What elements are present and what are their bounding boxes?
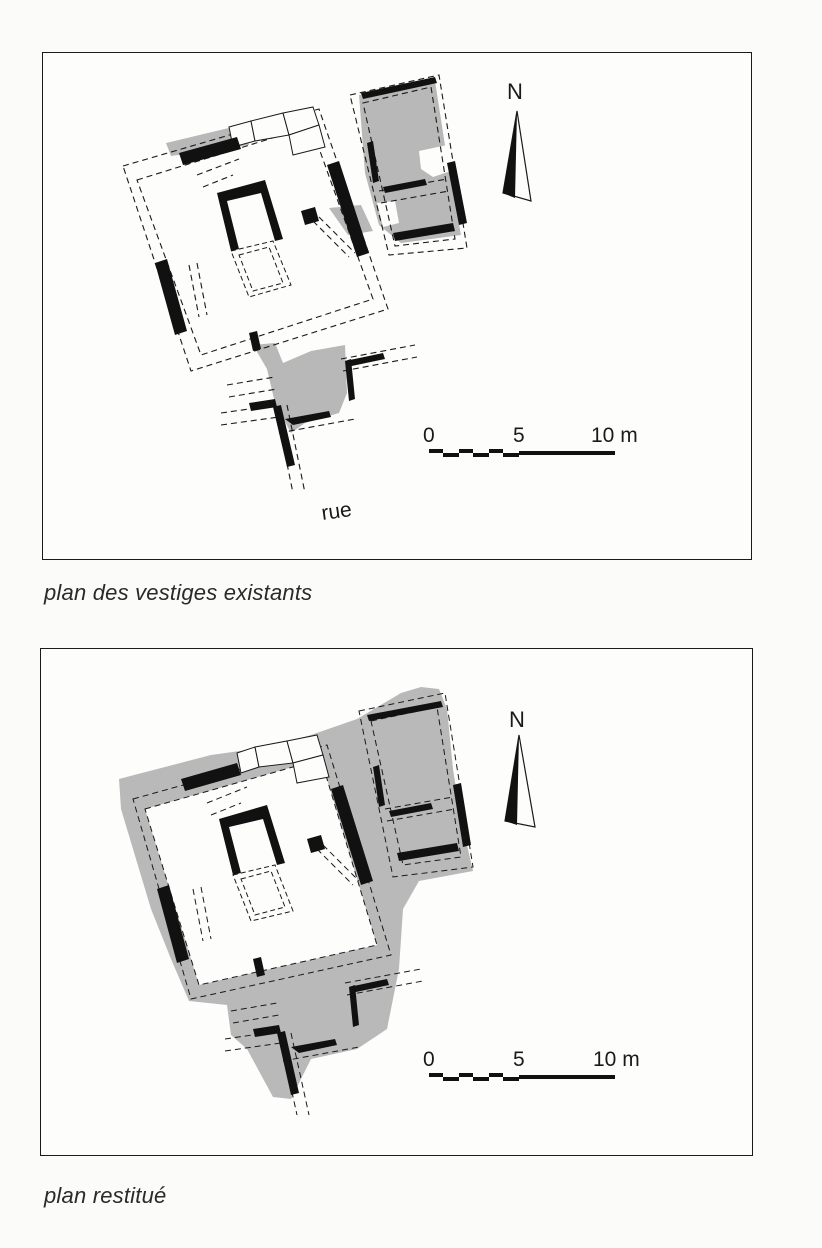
scale-tick-10: 10 m — [593, 1048, 640, 1071]
scale-tick-5: 5 — [513, 424, 525, 447]
street-label: rue — [319, 497, 354, 525]
plan-restored — [40, 648, 753, 1156]
stone-blocks — [229, 107, 325, 155]
caption-existing: plan des vestiges existants — [44, 580, 313, 605]
cella-walls — [217, 180, 283, 251]
scale-tick-0: 0 — [423, 1048, 435, 1071]
plan-drawing-restored — [41, 649, 752, 1155]
scale-bar-icon — [429, 1073, 615, 1081]
north-arrow-icon — [503, 111, 531, 201]
scale-bar-icon — [429, 449, 615, 457]
scale-tick-0: 0 — [423, 424, 435, 447]
scale-tick-5: 5 — [513, 1048, 525, 1071]
north-arrow-icon — [505, 735, 535, 827]
scale-tick-10: 10 m — [591, 424, 638, 447]
plan-existing-remains — [42, 52, 752, 560]
north-label: N — [507, 79, 523, 104]
plan-drawing-existing — [43, 53, 751, 559]
north-label: N — [509, 707, 525, 732]
caption-restored: plan restitué — [44, 1183, 167, 1208]
